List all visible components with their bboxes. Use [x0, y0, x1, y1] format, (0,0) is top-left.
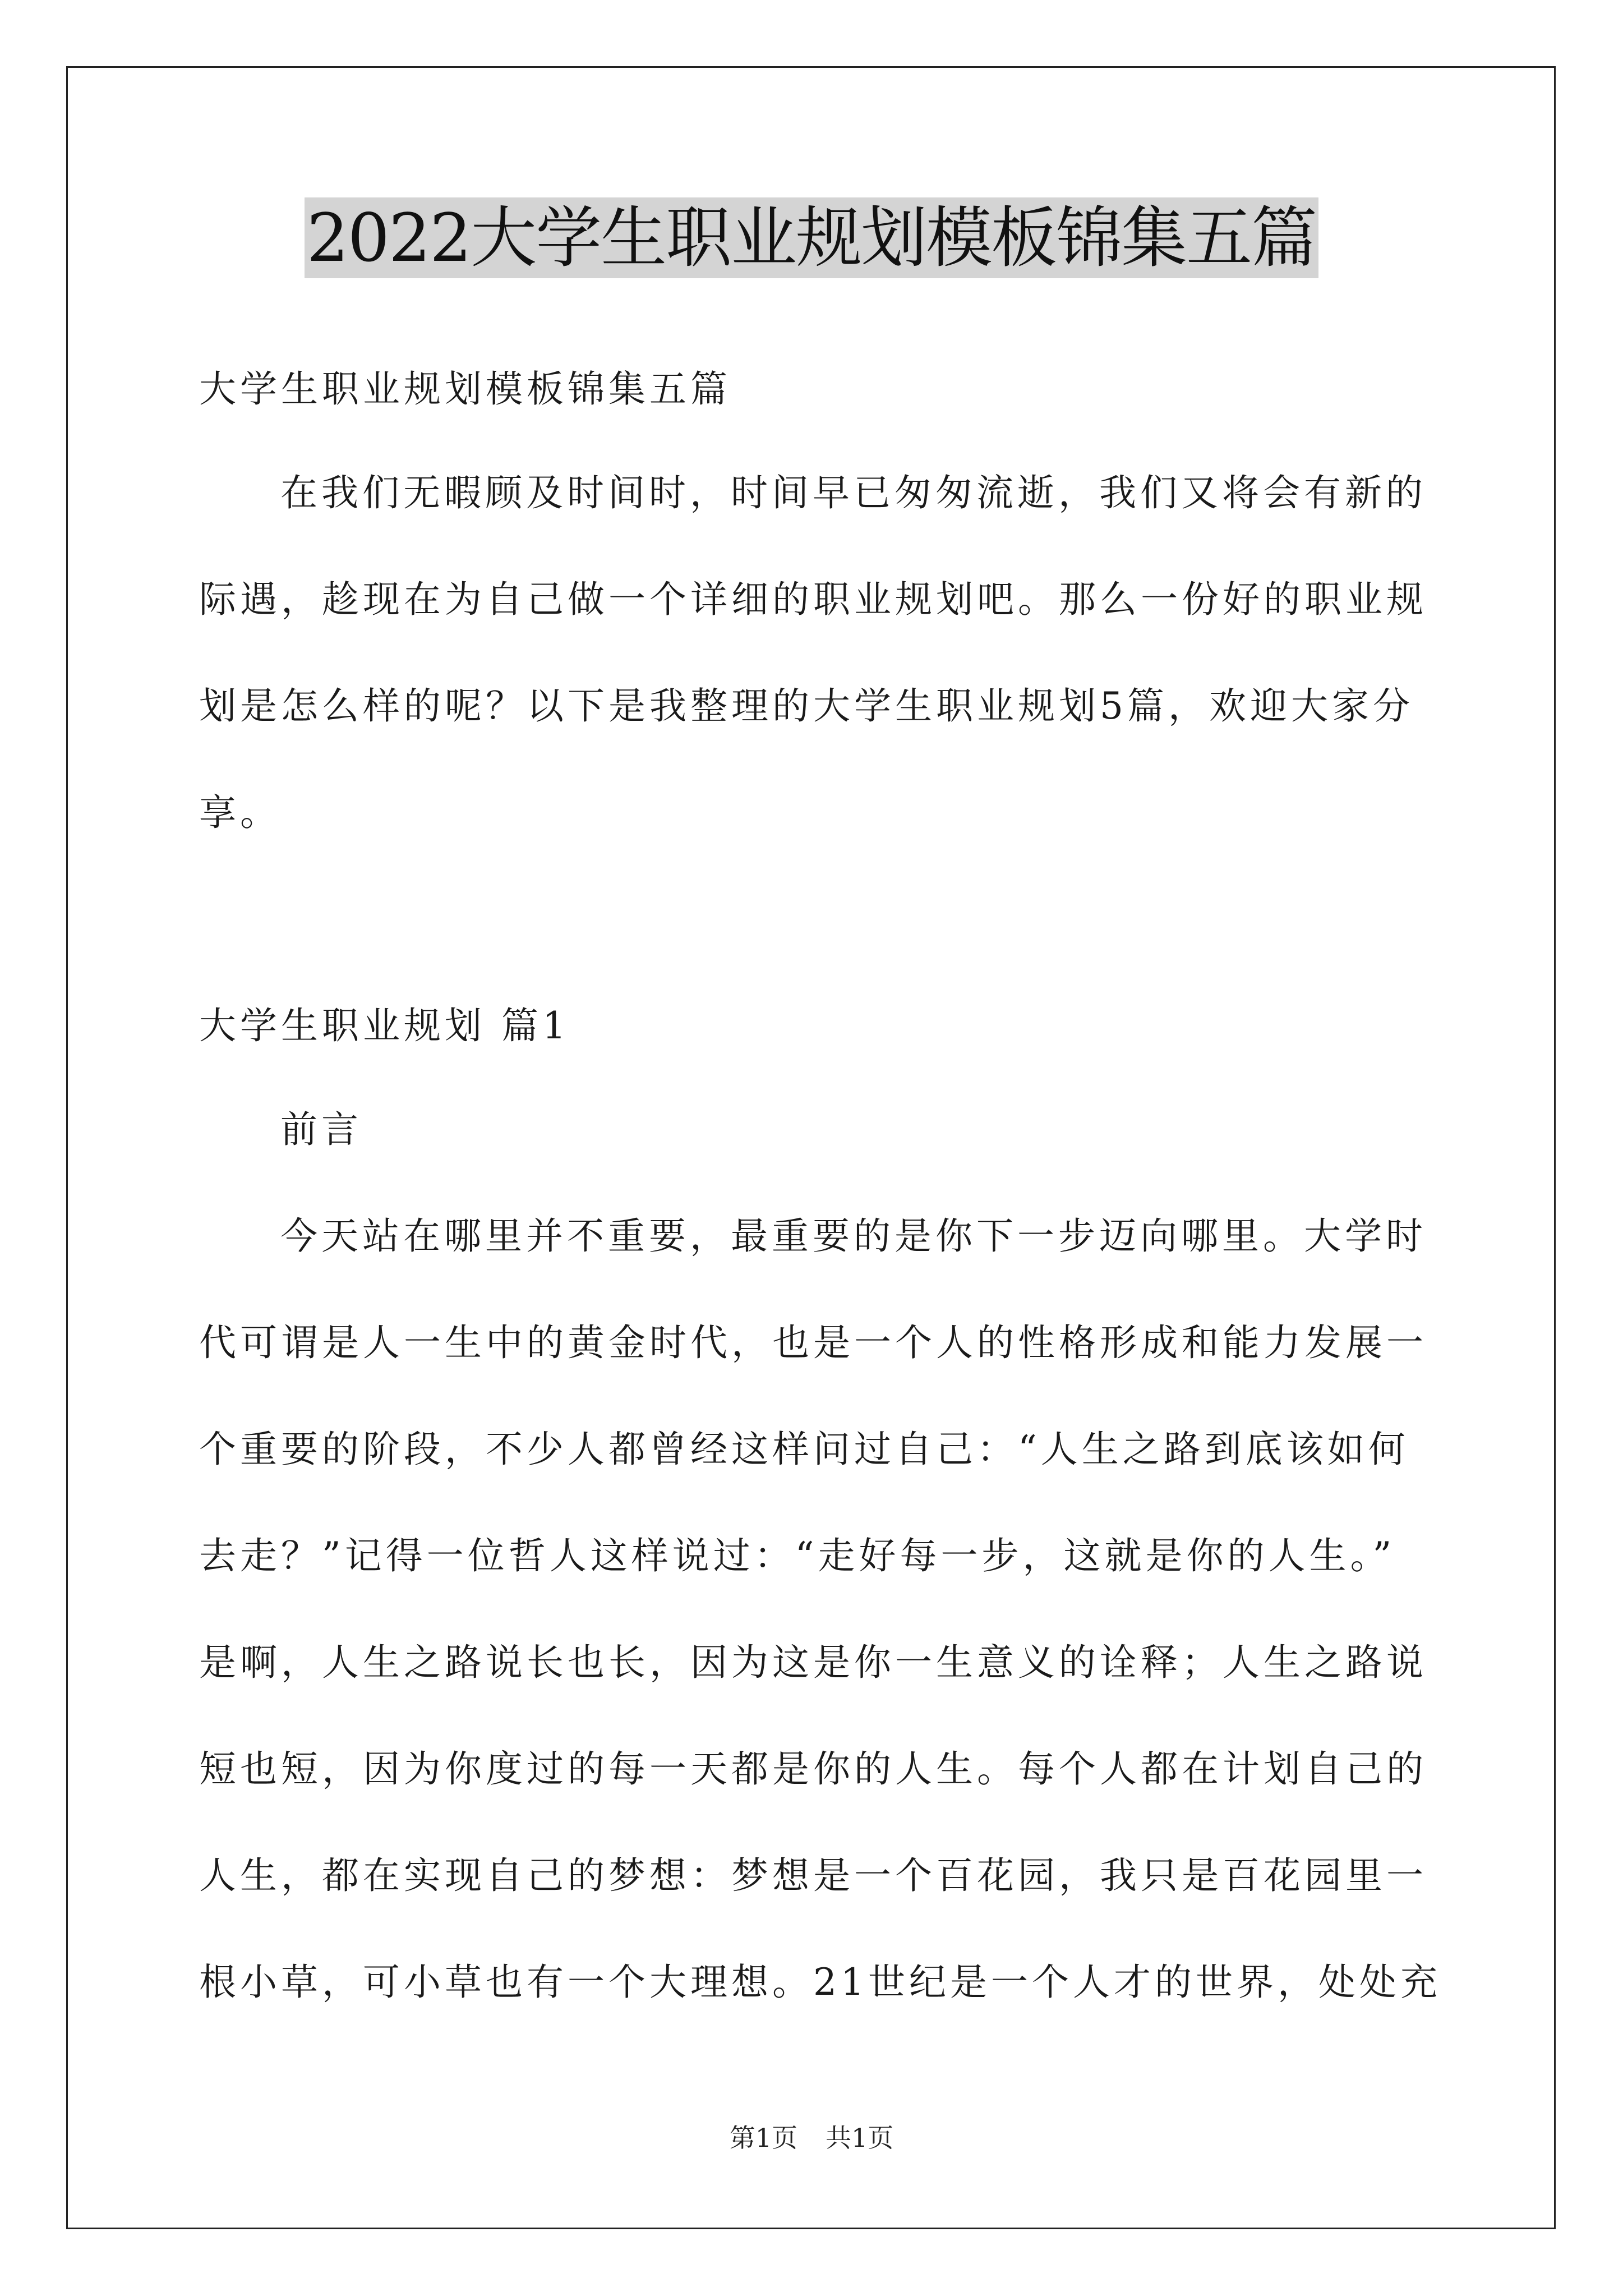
intro-line-2: 际遇，趁现在为自己做一个详细的职业规划吧。那么一份好的职业规	[199, 578, 1427, 621]
body-line-1: 今天站在哪里并不重要，最重要的是你下一步迈向哪里。大学时	[280, 1214, 1427, 1258]
intro-line-4: 享。	[199, 791, 281, 834]
body-line-6: 短也短，因为你度过的每一天都是你的人生。每个人都在计划自己的	[199, 1747, 1427, 1791]
page-number: 第1页	[729, 2123, 797, 2153]
body-line-8: 根小草，可小草也有一个大理想。21世纪是一个人才的世界，处处充	[199, 1961, 1441, 2004]
page-total: 共1页	[826, 2123, 894, 2153]
page-footer	[0, 2118, 1623, 2155]
body-line-2: 代可谓是人一生中的黄金时代，也是一个人的性格形成和能力发展一	[199, 1321, 1427, 1364]
body-line-7: 人生，都在实现自己的梦想：梦想是一个百花园，我只是百花园里一	[199, 1854, 1427, 1897]
section-heading: 大学生职业规划 篇1	[199, 1004, 570, 1047]
body-line-4: 去走？”记得一位哲人这样说过：“走好每一步，这就是你的人生。”	[199, 1534, 1396, 1577]
intro-line-3: 划是怎么样的呢？以下是我整理的大学生职业规划5篇，欢迎大家分	[199, 684, 1414, 728]
title-container	[0, 197, 1623, 278]
intro-line-1: 在我们无暇顾及时间时，时间早已匆匆流逝，我们又将会有新的	[280, 471, 1427, 514]
body-line-3: 个重要的阶段，不少人都曾经这样问过自己：“人生之路到底该如何	[199, 1428, 1409, 1471]
document-title: 2022大学生职业规划模板锦集五篇	[305, 197, 1318, 278]
body-line-5: 是啊，人生之路说长也长，因为这是你一生意义的诠释；人生之路说	[199, 1641, 1427, 1684]
preface-label: 前言	[280, 1108, 362, 1151]
document-subtitle: 大学生职业规划模板锦集五篇	[199, 367, 731, 411]
